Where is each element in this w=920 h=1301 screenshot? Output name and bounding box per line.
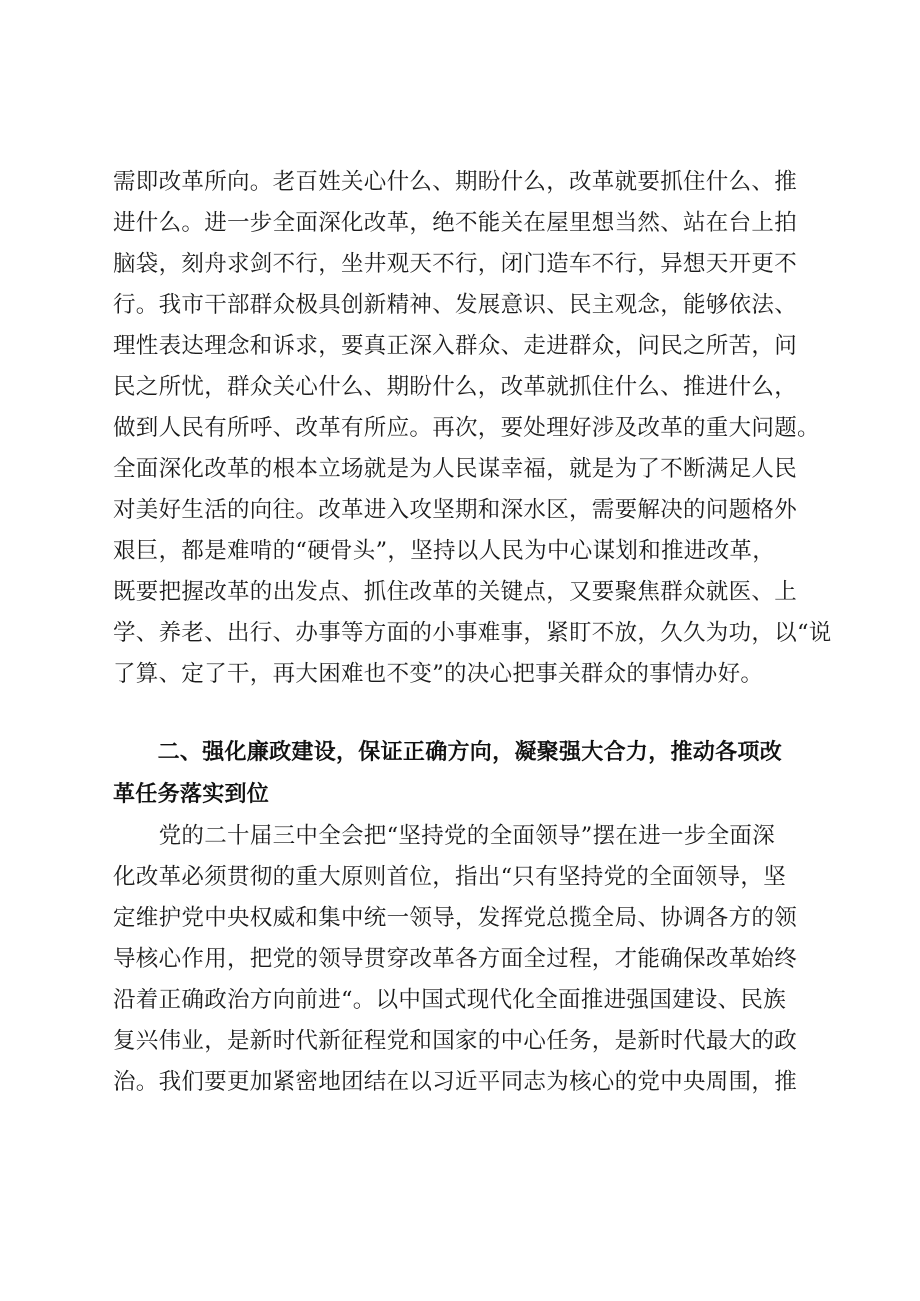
text-line: 复兴伟业，是新时代新征程党和国家的中心任务，是新时代最大的政 (113, 1028, 798, 1054)
text-line: 行。我市干部群众极具创新精神、发展意识、民主观念，能够依法、 (113, 292, 798, 318)
text-line: 了算、定了干，再大困难也不变”的决心把事关群众的事情办好。 (113, 661, 764, 687)
text-line: 沿着正确政治方向前进“。以中国式现代化全面推进强国建设、民族 (113, 987, 787, 1013)
text-line: 化改革必须贯彻的重大原则首位，指出“只有坚持党的全面领导，坚 (113, 864, 787, 890)
text-line: 全面深化改革的根本立场就是为人民谋幸福，就是为了不断满足人民 (113, 456, 798, 482)
text-line: 进什么。进一步全面深化改革，绝不能关在屋里想当然、站在台上拍 (113, 210, 798, 236)
text-line: 治。我们要更加紧密地团结在以习近平同志为核心的党中央周围，推 (113, 1069, 798, 1095)
text-line: 学、养老、出行、办事等方面的小事难事，紧盯不放，久久为功，以“说 (113, 620, 832, 646)
text-line: 脑袋，刻舟求剑不行，坐井观天不行，闭门造车不行，异想天开更不 (113, 251, 798, 277)
section-heading (113, 732, 833, 816)
body-paragraph (113, 816, 833, 1103)
text-line: 民之所忧，群众关心什么、期盼什么，改革就抓住什么、推进什么， (113, 374, 798, 400)
text-line: 对美好生活的向往。改革进入攻坚期和深水区，需要解决的问题格外 (113, 497, 798, 523)
text-line: 需即改革所向。老百姓关心什么、期盼什么，改革就要抓住什么、推 (113, 169, 798, 195)
text-line: 理性表达理念和诉求，要真正深入群众、走进群众，问民之所苦，问 (113, 333, 798, 359)
text-line: 党的二十届三中全会把“坚持党的全面领导”摆在进一步全面深 (113, 823, 776, 849)
text-line: 做到人民有所呼、改革有所应。再次，要处理好涉及改革的重大问题。 (113, 415, 820, 441)
text-line: 定维护党中央权威和集中统一领导，发挥党总揽全局、协调各方的领 (113, 905, 798, 931)
text-line: 既要把握改革的出发点、抓住改革的关键点，又要聚焦群众就医、上 (113, 579, 798, 605)
text-line: 艰巨，都是难啃的“硬骨头”，坚持以人民为中心谋划和推进改革， (113, 538, 776, 564)
text-line: 导核心作用，把党的领导贯穿改革各方面全过程，才能确保改革始终 (113, 946, 798, 972)
heading-line: 二、强化廉政建设，保证正确方向，凝聚强大合力，推动各项改 (113, 740, 783, 765)
body-paragraph (113, 162, 833, 695)
heading-line: 革任务落实到位 (113, 782, 270, 807)
